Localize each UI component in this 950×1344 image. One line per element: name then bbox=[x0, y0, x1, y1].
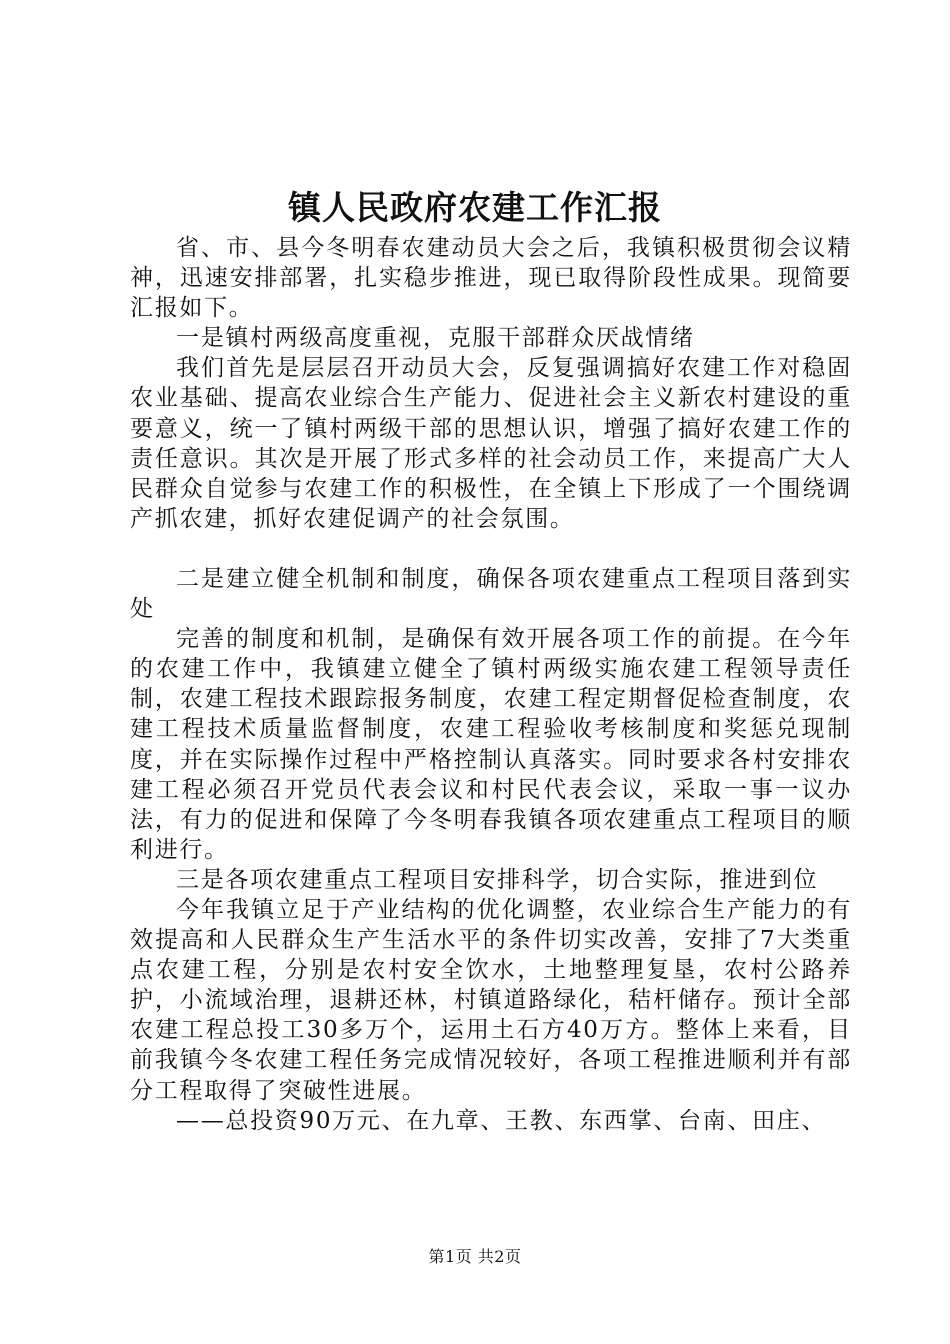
paragraph-section-3: 今年我镇立足于产业结构的优化调整，农业综合生产能力的有效提高和人民群众生产生活水平的条件切实改善，安排了7大类重点农建工程，分别是农村安全饮水，土地整理复垦，农村公路养护，小流域治理，退耕还林，村镇道路绿化，秸杆储存。预计全部农建工程总投工30多万个，运用土石方40万方。整体上来看，目前我镇今冬农建工程任务完成情况较好，各项工程推进顺利并有部分工程取得了突破性进展。 bbox=[130, 896, 852, 1104]
paragraph-section-2: 完善的制度和机制，是确保有效开展各项工作的前提。在今年的农建工作中，我镇建立健全了镇村两级实施农建工程领导责任制，农建工程技术跟踪报务制度，农建工程定期督促检查制度，农建工程技术质量监督制度，农建工程验收考核制度和奖惩兑现制度，并在实际操作过程中严格控制认真落实。同时要求各村安排农建工程必须召开党员代表会议和村民代表会议，采取一事一议办法，有力的促进和保障了今冬明春我镇各项农建重点工程项目的顺利进行。 bbox=[130, 626, 852, 863]
document-body bbox=[130, 233, 852, 1136]
section-heading-3: 三是各项农建重点工程项目安排科学，切合实际，推进到位 bbox=[176, 866, 819, 893]
document-title: 镇人民政府农建工作汇报 bbox=[288, 188, 662, 227]
paragraph-section-1: 我们首先是层层召开动员大会，反复强调搞好农建工作对稳固农业基础、提高农业综合生产能力、促进社会主义新农村建设的重要意义，统一了镇村两级干部的思想认识，增强了搞好农建工作的责任意识。其次是开展了形式多样的社会动员工作，来提高广大人民群众自觉参与农建工作的积极性，在全镇上下形成了一个围绕调产抓农建，抓好农建促调产的社会氛围。 bbox=[130, 355, 852, 532]
paragraph-intro: 省、市、县今冬明春农建动员大会之后，我镇积极贯彻会议精神，迅速安排部署，扎实稳步推进，现已取得阶段性成果。现简要汇报如下。 bbox=[130, 235, 852, 322]
section-heading-1: 一是镇村两级高度重视，克服干部群众厌战情绪 bbox=[176, 325, 695, 352]
section-heading-2: 二是建立健全机制和制度，确保各项农建重点工程项目落到实处 bbox=[130, 565, 852, 623]
paragraph-investment: ——总投资90万元、在九章、王教、东西掌、台南、田庄、 bbox=[176, 1107, 827, 1134]
page-footer: 第1页 共2页 bbox=[428, 1247, 522, 1266]
